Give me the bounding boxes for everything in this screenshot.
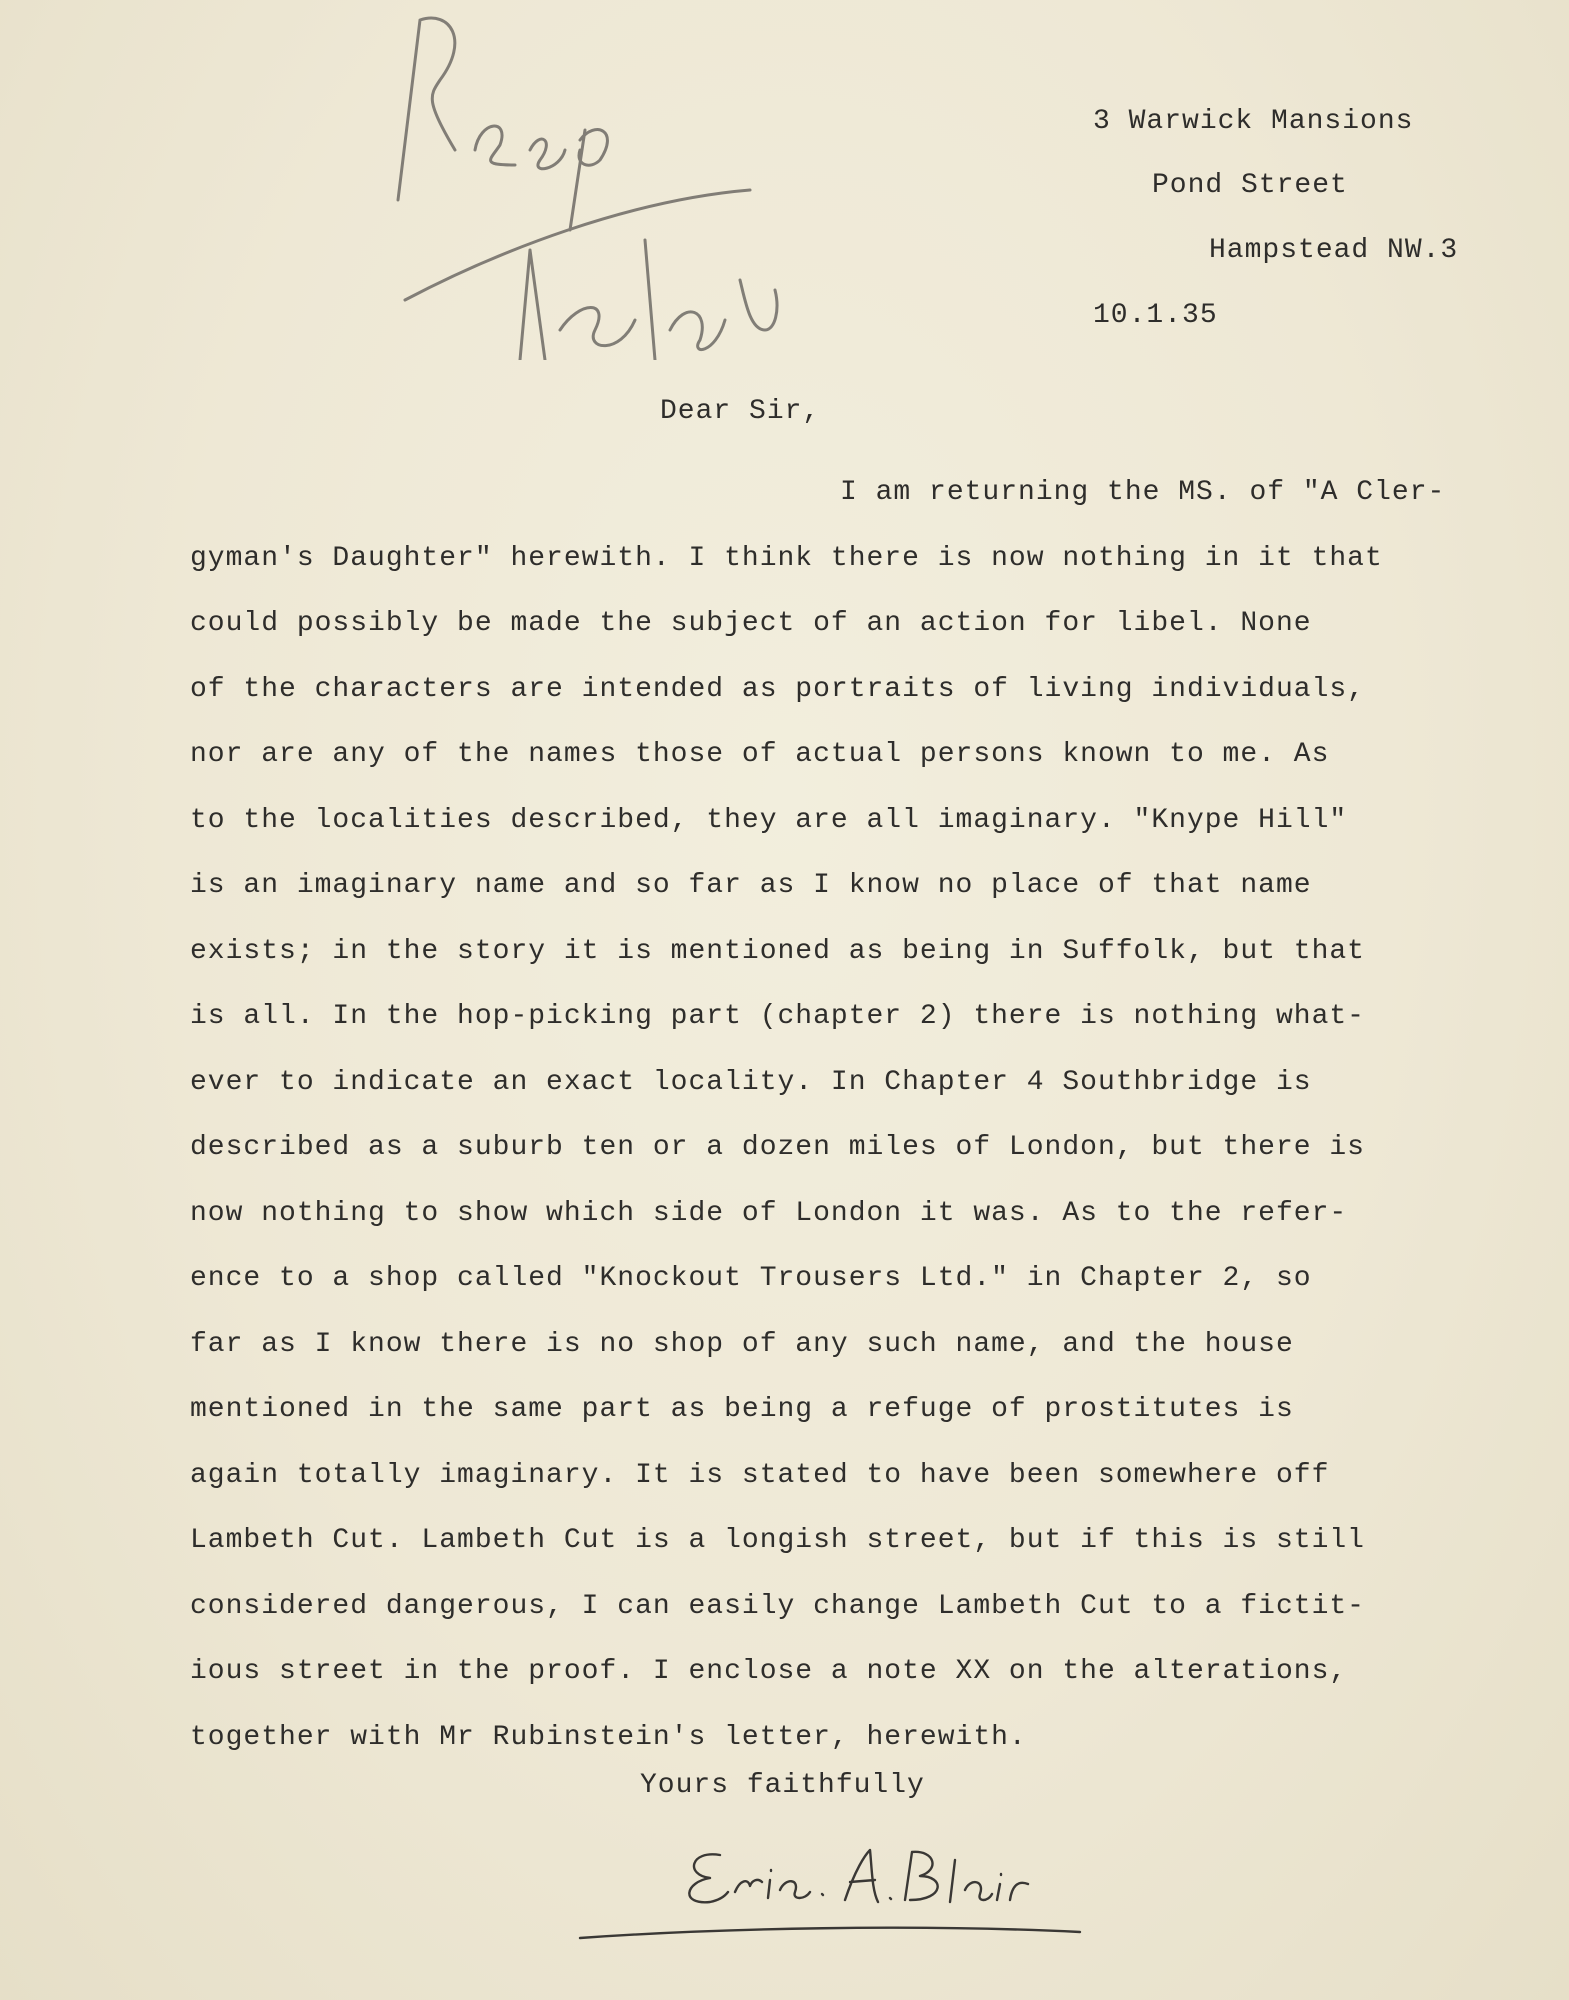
letter-body bbox=[190, 460, 1520, 1770]
body-line: Lambeth Cut. Lambeth Cut is a longish street, but if this is still bbox=[190, 1525, 1365, 1556]
body-line: is an imaginary name and so far as I know no place of that name bbox=[190, 870, 1312, 901]
pencil-annotation bbox=[380, 0, 900, 360]
body-line: is all. In the hop-picking part (chapter 2) there is nothing what- bbox=[190, 1001, 1365, 1032]
body-line: nor are any of the names those of actual persons known to me. As bbox=[190, 739, 1330, 770]
body-line: to the localities described, they are all imaginary. "Knype Hill" bbox=[190, 804, 1348, 836]
handwritten-signature bbox=[560, 1820, 1120, 1950]
body-line: again totally imaginary. It is stated to have been somewhere off bbox=[190, 1459, 1330, 1491]
body-line: I am returning the MS. of "A Cler- bbox=[840, 477, 1446, 508]
body-line: ious street in the proof. I enclose a note XX on the alterations, bbox=[190, 1656, 1348, 1687]
body-line: described as a suburb ten or a dozen miles of London, but there is bbox=[190, 1132, 1365, 1163]
body-line: far as I know there is no shop of any such name, and the house bbox=[190, 1328, 1294, 1360]
body-line: considered dangerous, I can easily change Lambeth Cut to a fictit- bbox=[190, 1590, 1365, 1622]
address-line-1: 3 Warwick Mansions bbox=[1093, 106, 1414, 137]
body-line: of the characters are intended as portraits of living individuals, bbox=[190, 673, 1365, 705]
body-line: together with Mr Rubinstein's letter, herewith. bbox=[190, 1721, 1027, 1753]
address-line-3: Hampstead NW.3 bbox=[1209, 235, 1459, 266]
letter-date: 10.1.35 bbox=[1093, 300, 1218, 331]
body-line: ever to indicate an exact locality. In Chapter 4 Southbridge is bbox=[190, 1066, 1312, 1098]
body-line: mentioned in the same part as being a refuge of prostitutes is bbox=[190, 1394, 1294, 1425]
body-line: now nothing to show which side of London it was. As to the refer- bbox=[190, 1197, 1348, 1229]
closing: Yours faithfully bbox=[640, 1770, 925, 1801]
body-line: gyman's Daughter" herewith. I think there is now nothing in it that bbox=[190, 542, 1383, 574]
body-line: exists; in the story it is mentioned as being in Suffolk, but that bbox=[190, 935, 1365, 967]
address-line-2: Pond Street bbox=[1152, 170, 1348, 201]
body-line: ence to a shop called "Knockout Trousers Ltd." in Chapter 2, so bbox=[190, 1263, 1312, 1294]
salutation: Dear Sir, bbox=[660, 396, 821, 427]
body-line: could possibly be made the subject of an action for libel. None bbox=[190, 608, 1312, 639]
